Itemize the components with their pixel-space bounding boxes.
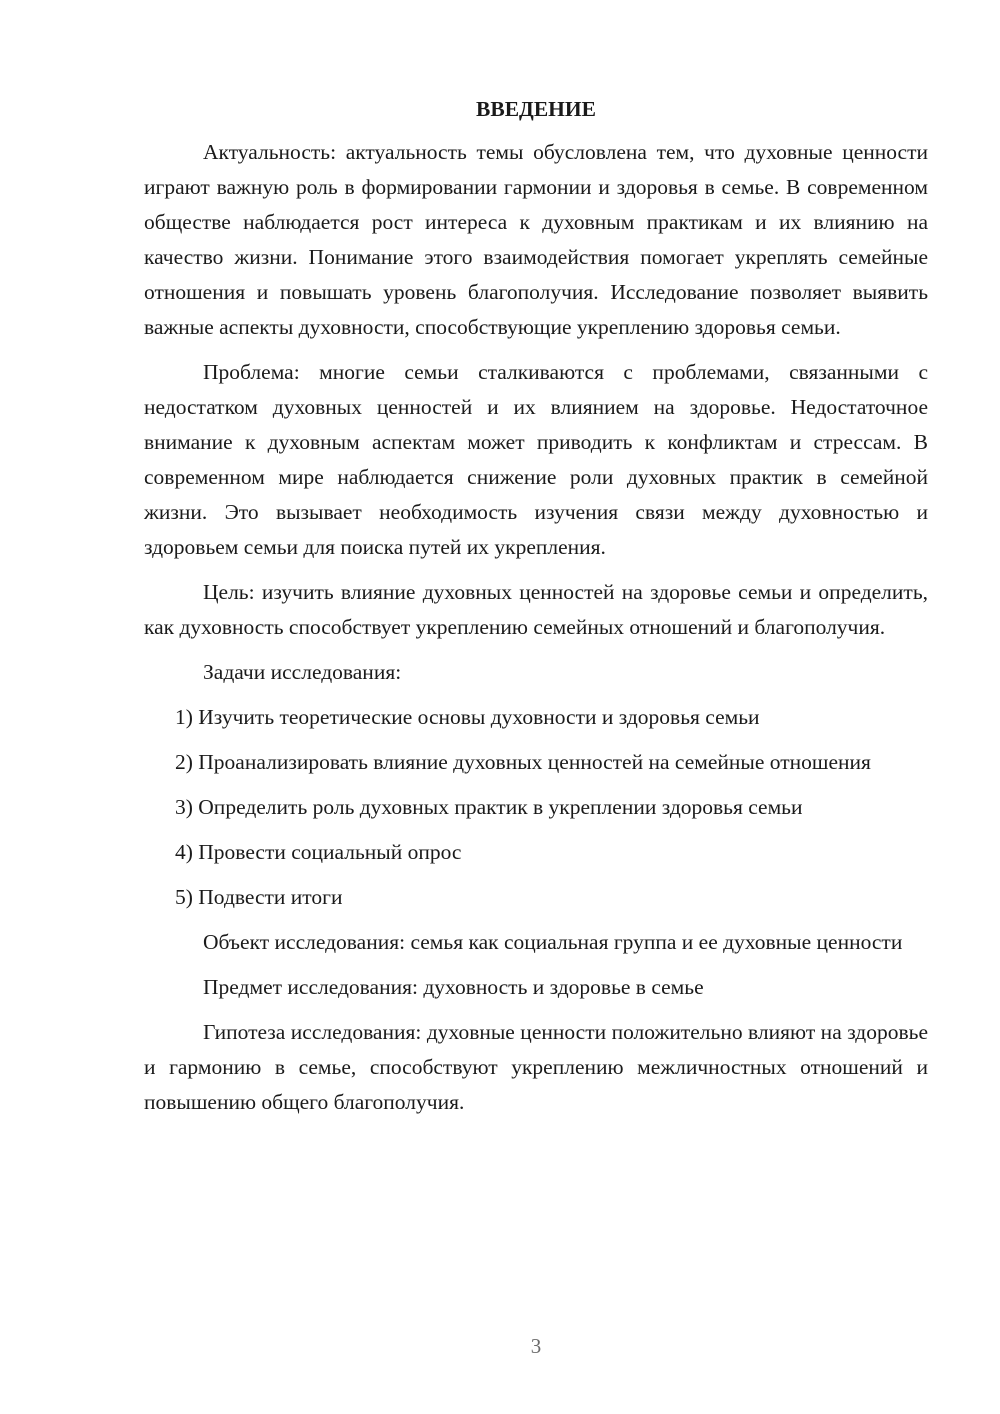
goal-paragraph: Цель: изучить влияние духовных ценностей на здоровье семьи и определить, как духовность способствует укреплению семейных отношений и благополучия. xyxy=(144,580,928,639)
problem-paragraph: Проблема: многие семьи сталкиваются с проблемами, связанными с недостатком духовных ценностей и их влиянием на здоровье. Недостаточное внимание к духовным аспектам может приводить к конфликтам и стрессам. В современном мире наблюдается снижение роли духовных практик в семейной жизни. Это вызывает необходимость изучения связи между духовностью и здоровьем семьи для поиска путей их укрепления. xyxy=(144,360,928,559)
document-body xyxy=(144,92,928,1120)
page-title: ВВЕДЕНИЕ xyxy=(476,97,596,121)
tasks-heading: Задачи исследования: xyxy=(203,660,402,684)
task-item-1: 1) Изучить теоретические основы духовности и здоровья семьи xyxy=(175,705,760,729)
subject-paragraph: Предмет исследования: духовность и здоровье в семье xyxy=(203,975,704,999)
task-item-3: 3) Определить роль духовных практик в укреплении здоровья семьи xyxy=(175,795,803,819)
relevance-paragraph: Актуальность: актуальность темы обусловлена тем, что духовные ценности играют важную роль в формировании гармонии и здоровья в семье. В современном обществе наблюдается рост интереса к духовным практикам и их влиянию на качество жизни. Понимание этого взаимодействия помогает укреплять семейные отношения и повышать уровень благополучия. Исследование позволяет выявить важные аспекты духовности, способствующие укреплению здоровья семьи. xyxy=(144,140,928,339)
hypothesis-paragraph: Гипотеза исследования: духовные ценности положительно влияют на здоровье и гармонию в семье, способствуют укреплению межличностных отношений и повышению общего благополучия. xyxy=(144,1020,928,1114)
object-paragraph: Объект исследования: семья как социальная группа и ее духовные ценности xyxy=(203,930,903,954)
task-item-5: 5) Подвести итоги xyxy=(175,885,343,909)
task-item-2: 2) Проанализировать влияние духовных ценностей на семейные отношения xyxy=(175,750,871,774)
page-number: 3 xyxy=(530,1334,542,1358)
task-item-4: 4) Провести социальный опрос xyxy=(175,840,462,864)
